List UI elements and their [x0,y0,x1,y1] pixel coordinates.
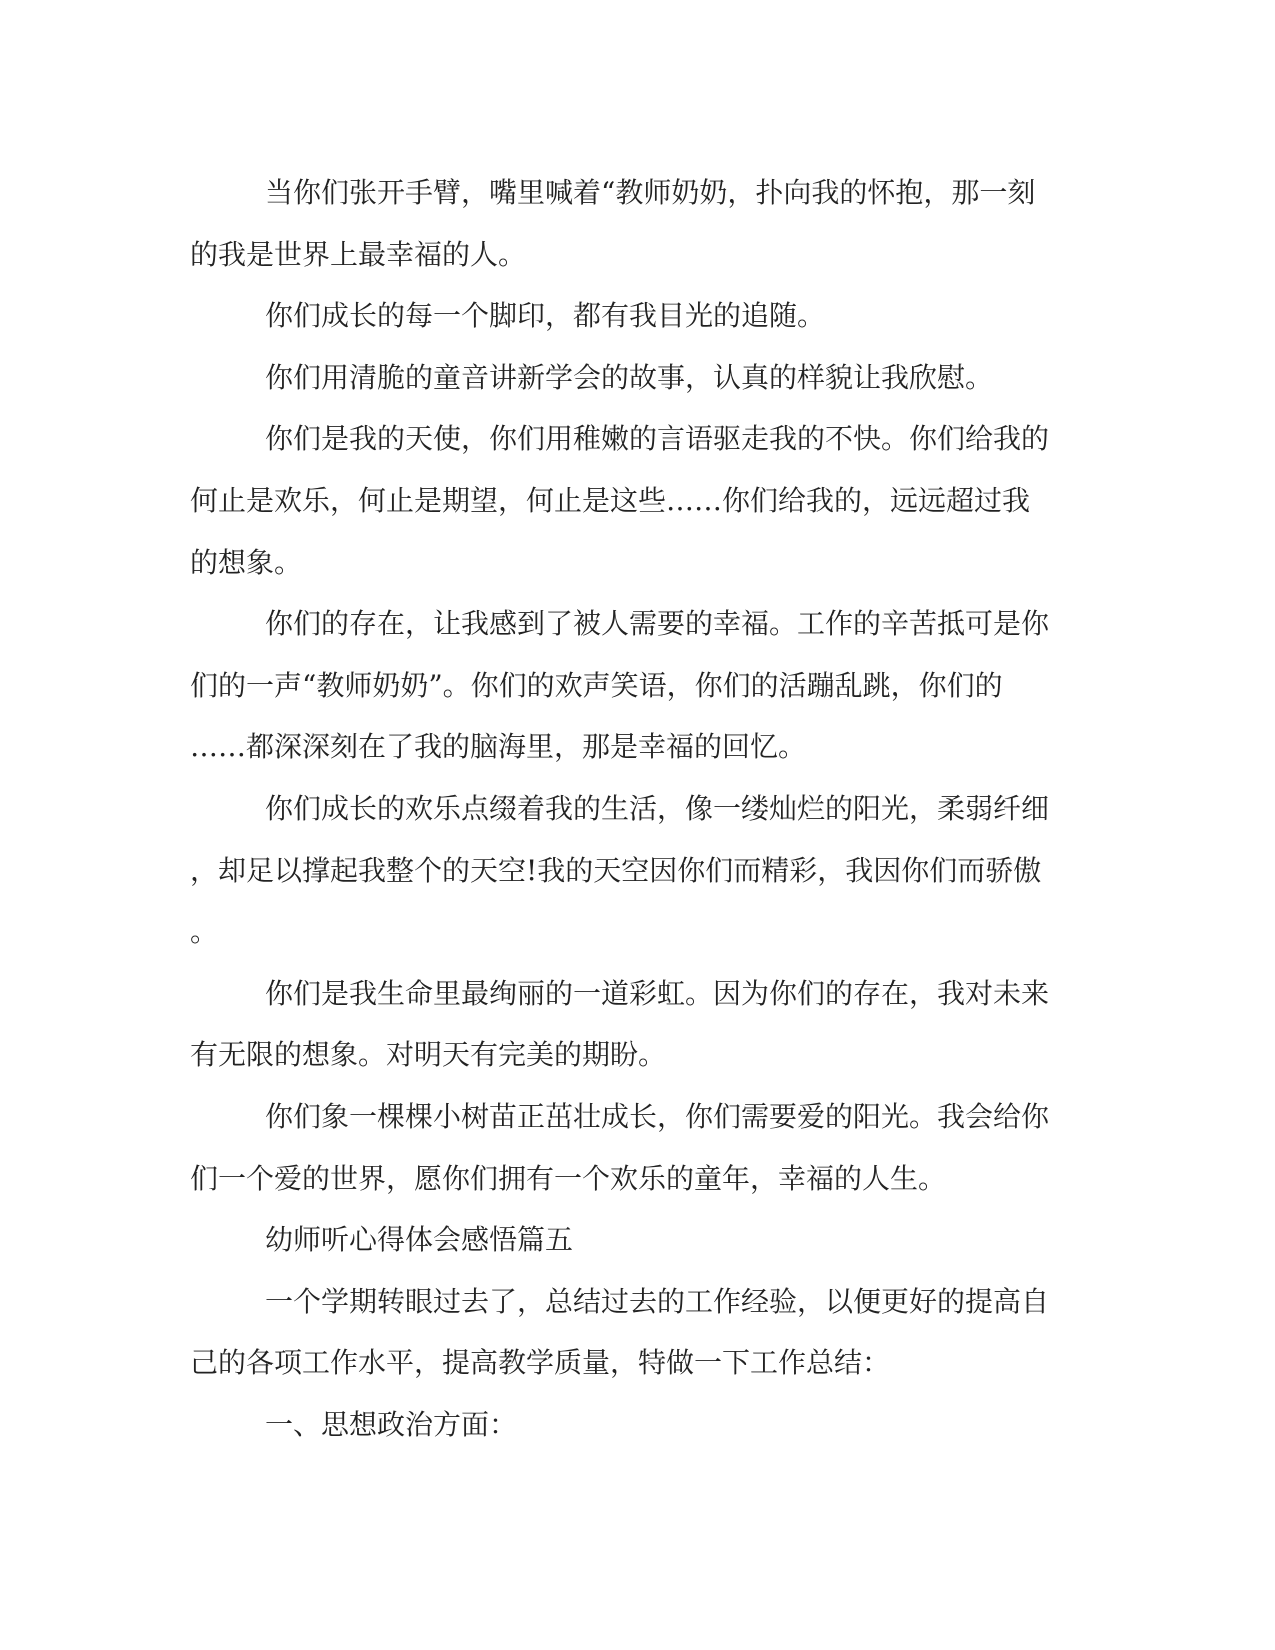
text-line: 何止是欢乐，何止是期望，何止是这些……你们给我的，远远超过我 [190,483,1031,517]
paragraph-8 [190,1086,1080,1209]
paragraph-7 [190,963,1080,1086]
heading-line: 一、思想政治方面： [265,1407,518,1441]
text-line: 当你们张开手臂，嘴里喊着“教师奶奶，扑向我的怀抱，那一刻 [265,176,1036,209]
text-line: 们一个爱的世界，愿你们拥有一个欢乐的童年，幸福的人生。 [190,1161,947,1195]
text-line: 们的一声“教师奶奶”。你们的欢声笑语，你们的活蹦乱跳，你们的 [190,668,1003,702]
text-line: 你们是我的天使，你们用稚嫩的言语驱走我的不快。你们给我的 [265,422,1050,456]
text-line: 你们成长的每一个脚印，都有我目光的追随。 [265,299,826,333]
text-line: 你们是我生命里最绚丽的一道彩虹。因为你们的存在，我对未来 [265,976,1050,1010]
text-line: ……都深深刻在了我的脑海里，那是幸福的回忆。 [190,730,807,764]
paragraph-9 [190,1271,1080,1394]
text-line: 有无限的想象。对明天有完美的期盼。 [190,1038,667,1072]
text-line: 你们象一棵棵小树苗正茁壮成长，你们需要爱的阳光。我会给你 [265,1099,1050,1133]
text-line: 的我是世界上最幸福的人。 [190,237,527,271]
paragraph-3 [190,347,1080,409]
text-line: 的想象。 [190,545,303,579]
paragraph-2 [190,285,1080,347]
paragraph-1 [190,162,1080,285]
paragraph-4 [190,408,1080,593]
text-line: 。 [190,915,219,949]
text-line: 你们用清脆的童音讲新学会的故事，认真的样貌让我欣慰。 [265,360,994,394]
paragraph-6 [190,778,1080,963]
heading-line: 幼师听心得体会感悟篇五 [265,1223,574,1257]
document-body [190,162,1080,1455]
subsection-heading [190,1394,1080,1456]
text-line: 你们的存在，让我感到了被人需要的幸福。工作的辛苦抵可是你 [265,607,1050,641]
text-line: 一个学期转眼过去了，总结过去的工作经验，以便更好的提高自 [265,1284,1050,1318]
text-line: ，却足以撑起我整个的天空!我的天空因你们而精彩，我因你们而骄傲 [190,853,1042,887]
text-line: 己的各项工作水平，提高教学质量，特做一下工作总结： [190,1346,891,1380]
text-line: 你们成长的欢乐点缀着我的生活，像一缕灿烂的阳光，柔弱纤细 [265,791,1050,825]
paragraph-5 [190,593,1080,778]
section-heading [190,1209,1080,1271]
